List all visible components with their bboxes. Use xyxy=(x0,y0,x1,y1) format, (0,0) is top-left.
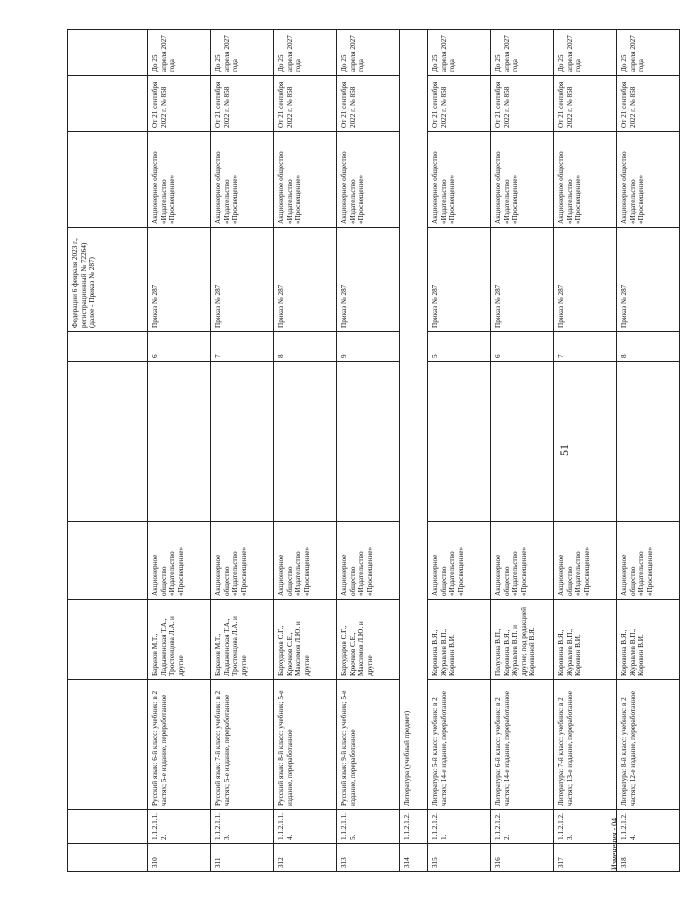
approval-date: От 21 сентября 2022 г. № 858 xyxy=(557,81,574,128)
publisher-short-cell xyxy=(274,522,337,600)
row-number-cell xyxy=(428,844,491,872)
row-number: 315 xyxy=(431,857,439,868)
row-number-cell xyxy=(491,844,554,872)
publisher-short-cell xyxy=(617,522,680,600)
book-authors: Баранов М.Т., Ладыженская Т.А., Тростенцова Л.А. и другие xyxy=(151,616,185,676)
order-ref-cell xyxy=(211,228,274,332)
order-ref: Приказ № 287 xyxy=(214,284,222,328)
approval-date-cell xyxy=(491,76,554,132)
row-number-cell xyxy=(617,844,680,872)
term-cell xyxy=(68,30,148,76)
book-grade: 9 xyxy=(340,354,348,358)
book-authors: Коровина В.Я., Журавлев В.П., Коровин В.И. xyxy=(431,628,457,676)
book-title: Литература: 8-й класс: учебник: в 2 частях; 12-е издание, переработанное xyxy=(620,691,637,806)
approval-date: От 21 сентября 2022 г. № 858 xyxy=(277,81,294,128)
approval-date-cell xyxy=(337,76,400,132)
book-authors: Коровина В.Я., Журавлев В.П., Коровин В.И. xyxy=(620,628,646,676)
publisher-full-cell xyxy=(491,132,554,228)
book-grade-cell xyxy=(274,332,337,362)
row-number: 311 xyxy=(214,857,222,868)
row-code: 1.1.2.1.1.5. xyxy=(340,813,357,840)
row-number-cell xyxy=(337,844,400,872)
empty-cell-cell xyxy=(617,362,680,522)
approval-date-cell xyxy=(211,76,274,132)
approval-date: От 21 сентября 2022 г. № 858 xyxy=(214,81,231,128)
book-grade-cell xyxy=(211,332,274,362)
publisher-full-cell xyxy=(617,132,680,228)
section-code-cell xyxy=(400,810,428,844)
order-ref-cell xyxy=(148,228,211,332)
row-code: 1.1.2.1.2.3. xyxy=(557,813,574,840)
book-title-cell xyxy=(337,680,400,810)
book-title-cell xyxy=(491,680,554,810)
section-title: Литература (учебный предмет) xyxy=(403,710,411,806)
book-authors-cell xyxy=(274,600,337,680)
row-number: 310 xyxy=(151,857,159,868)
section-number: 314 xyxy=(403,857,411,868)
book-grade: 8 xyxy=(277,354,285,358)
order-ref: Приказ № 287 xyxy=(277,284,285,328)
section-code: 1.1.2.1.2. xyxy=(403,813,411,840)
publisher-full-cell xyxy=(428,132,491,228)
book-authors-cell xyxy=(337,600,400,680)
book-grade: 8 xyxy=(620,354,628,358)
book-title-cell xyxy=(211,680,274,810)
validity-term-cell xyxy=(337,30,400,76)
row-code-cell xyxy=(148,810,211,844)
table-row xyxy=(211,30,274,872)
empty-cell-cell xyxy=(337,362,400,522)
page-number: 51 xyxy=(557,444,571,456)
approval-date: От 21 сентября 2022 г. № 858 xyxy=(151,81,168,128)
order-ref-cell xyxy=(617,228,680,332)
validity-term: До 25 апреля 2027 года xyxy=(340,35,366,72)
validity-term-cell xyxy=(617,30,680,76)
book-title-cell xyxy=(274,680,337,810)
validity-term: До 25 апреля 2027 года xyxy=(214,35,240,72)
table-row xyxy=(148,30,211,872)
book-authors-cell xyxy=(617,600,680,680)
validity-term-cell xyxy=(274,30,337,76)
book-title: Русский язык: 8-й класс: учебник; 5-е издание, переработанное xyxy=(277,690,294,806)
section-row xyxy=(400,30,428,872)
publisher-full: Акционерное общество «Издательство «Просвещение» xyxy=(620,151,646,224)
approval-date: От 21 сентября 2022 г. № 858 xyxy=(340,81,357,128)
validity-term: До 25 апреля 2027 года xyxy=(620,35,646,72)
publisher-full: Акционерное общество «Издательство «Просвещение» xyxy=(277,151,303,224)
order-ref-cell xyxy=(337,228,400,332)
approval-date: От 21 сентября 2022 г. № 858 xyxy=(620,81,637,128)
book-authors: Бархударов С.Г., Крючков С.Е., Максимов Л.Ю. и другие xyxy=(277,621,311,676)
validity-term: До 25 апреля 2027 года xyxy=(431,35,457,72)
row-number: 316 xyxy=(494,857,502,868)
publisher-short: Акционерное общество «Издательство «Просвещение» xyxy=(494,546,528,596)
publisher-full: Акционерное общество «Издательство «Просвещение» xyxy=(340,151,366,224)
section-number-cell xyxy=(400,844,428,872)
validity-term: До 25 апреля 2027 года xyxy=(151,35,177,72)
empty-cell-cell xyxy=(428,362,491,522)
book-authors-cell xyxy=(148,600,211,680)
approval-date: От 21 сентября 2022 г. № 858 xyxy=(431,81,448,128)
book-authors: Полухина В.П., Коровина В.Я., Журавлев В.П. и другие; под редакцией Коровиной В.Я. xyxy=(494,607,537,676)
row-number: 317 xyxy=(557,857,565,868)
publisher-short-cell xyxy=(337,522,400,600)
book-authors: Бархударов С.Г., Крючков С.Е., Максимов Л.Ю. и другие xyxy=(340,621,374,676)
book-grade-cell xyxy=(148,332,211,362)
book-title: Русский язык: 7-й класс: учебник: в 2 частях; 5-е издание, переработанное xyxy=(214,690,231,806)
order-ref: Приказ № 287 xyxy=(620,284,628,328)
publisher-full-cell xyxy=(148,132,211,228)
publisher-short: Акционерное общество «Издательство «Просвещение» xyxy=(620,546,654,596)
row-code: 1.1.2.1.1.4. xyxy=(277,813,294,840)
empty-cell-cell xyxy=(211,362,274,522)
row-code-cell xyxy=(428,810,491,844)
book-grade: 6 xyxy=(151,354,159,358)
book-title-cell xyxy=(617,680,680,810)
book-title: Литература: 6-й класс: учебник: в 2 частях; 14-е издание, переработанное xyxy=(494,691,511,806)
publisher-short-cell xyxy=(148,522,211,600)
validity-term-cell xyxy=(491,30,554,76)
publisher-full-cell xyxy=(337,132,400,228)
validity-term-cell xyxy=(428,30,491,76)
footer-note: Изменения - 04 xyxy=(610,817,619,870)
publisher-short-cell xyxy=(211,522,274,600)
row-code-cell xyxy=(617,810,680,844)
order-ref-cell xyxy=(274,228,337,332)
book-grade-cell xyxy=(428,332,491,362)
publisher-cell xyxy=(68,132,148,228)
date-cell xyxy=(68,76,148,132)
publisher-full: Акционерное общество «Издательство «Просвещение» xyxy=(151,151,177,224)
publisher-short: Акционерное общество «Издательство «Просвещение» xyxy=(214,546,248,596)
book-title: Литература: 5-й класс: учебник: в 2 частях; 14-е издание, переработанное xyxy=(431,691,448,806)
publisher-full: Акционерное общество «Издательство «Просвещение» xyxy=(431,151,457,224)
order-ref: Приказ № 287 xyxy=(340,284,348,328)
approval-date-cell xyxy=(148,76,211,132)
book-grade-cell xyxy=(491,332,554,362)
approval-date-cell xyxy=(274,76,337,132)
row-code-cell xyxy=(274,810,337,844)
row-code-cell xyxy=(211,810,274,844)
table-row xyxy=(337,30,400,872)
row-code: 1.1.2.1.2.1. xyxy=(431,813,448,840)
book-authors: Коровина В.Я., Журавлев В.П., Коровин В.И. xyxy=(557,628,583,676)
approval-date-cell xyxy=(617,76,680,132)
row-code: 1.1.2.1.2.4. xyxy=(620,813,637,840)
validity-term: До 25 апреля 2027 года xyxy=(494,35,520,72)
book-authors: Баранов М.Т., Ладыженская Т.А., Тростенцова Л.А. и другие xyxy=(214,616,248,676)
book-grade: 7 xyxy=(214,354,222,358)
section-title-cell xyxy=(400,30,428,810)
book-grade-cell xyxy=(337,332,400,362)
empty-cell-cell xyxy=(491,362,554,522)
rotated-page xyxy=(67,20,654,880)
empty-cell-cell xyxy=(274,362,337,522)
book-title: Русский язык: 9-й класс: учебник; 5-е издание, переработанное xyxy=(340,690,357,806)
publisher-full: Акционерное общество «Издательство «Просвещение» xyxy=(214,151,240,224)
book-authors-cell xyxy=(491,600,554,680)
book-authors-cell xyxy=(428,600,491,680)
table-row xyxy=(274,30,337,872)
row-code-cell xyxy=(337,810,400,844)
empty-cell-cell xyxy=(148,362,211,522)
book-title: Русский язык: 6-й класс: учебник: в 2 частях; 5-е издание, переработанное xyxy=(151,690,168,806)
row-code: 1.1.2.1.1.2. xyxy=(151,813,168,840)
table-row xyxy=(428,30,491,872)
book-title-cell xyxy=(428,680,491,810)
publisher-short: Акционерное общество «Издательство «Просвещение» xyxy=(557,546,591,596)
textbook-table xyxy=(67,29,680,872)
order-ref: Приказ № 287 xyxy=(431,284,439,328)
validity-term-cell xyxy=(211,30,274,76)
publisher-short: Акционерное общество «Издательство «Просвещение» xyxy=(340,546,374,596)
book-grade: 7 xyxy=(557,354,565,358)
row-number: 318 xyxy=(620,857,628,868)
book-authors-cell xyxy=(211,600,274,680)
row-number-cell xyxy=(274,844,337,872)
validity-term-cell xyxy=(148,30,211,76)
publisher-full-cell xyxy=(211,132,274,228)
row-code: 1.1.2.1.1.3. xyxy=(214,813,231,840)
book-grade: 6 xyxy=(494,354,502,358)
order-ref: Приказ № 287 xyxy=(494,284,502,328)
book-grade-cell xyxy=(617,332,680,362)
approval-date-cell xyxy=(428,76,491,132)
row-code-cell xyxy=(491,810,554,844)
publisher-short: Акционерное общество «Издательство «Просвещение» xyxy=(277,546,311,596)
order-ref: Приказ № 287 xyxy=(151,284,159,328)
row-code: 1.1.2.1.2.2. xyxy=(494,813,511,840)
publisher-short-cell xyxy=(428,522,491,600)
order-ref-cell xyxy=(491,228,554,332)
order-ref-cell xyxy=(428,228,491,332)
table-row xyxy=(617,30,680,872)
book-grade: 5 xyxy=(431,354,439,358)
book-title-cell xyxy=(148,680,211,810)
row-number-cell xyxy=(148,844,211,872)
order-cell: Федерации 6 февраля 2023 г., регистрационный № 72264) (далее - Приказ № 287) xyxy=(68,228,148,332)
book-title: Литература: 7-й класс: учебник: в 2 частях; 13-е издание, переработанное xyxy=(557,691,574,806)
order-ref: Приказ № 287 xyxy=(557,284,565,328)
row-number: 313 xyxy=(340,857,348,868)
publisher-full-cell xyxy=(274,132,337,228)
table-row xyxy=(491,30,554,872)
publisher-short: Акционерное общество «Издательство «Просвещение» xyxy=(151,546,185,596)
table-row-continuation xyxy=(68,30,148,872)
publisher-full: Акционерное общество «Издательство «Просвещение» xyxy=(557,151,583,224)
publisher-full: Акционерное общество «Издательство «Просвещение» xyxy=(494,151,520,224)
validity-term: До 25 апреля 2027 года xyxy=(557,35,583,72)
row-number-cell xyxy=(211,844,274,872)
approval-date: От 21 сентября 2022 г. № 858 xyxy=(494,81,511,128)
validity-term: До 25 апреля 2027 года xyxy=(277,35,303,72)
row-number: 312 xyxy=(277,857,285,868)
publisher-short-cell xyxy=(491,522,554,600)
publisher-short: Акционерное общество «Издательство «Просвещение» xyxy=(431,546,465,596)
